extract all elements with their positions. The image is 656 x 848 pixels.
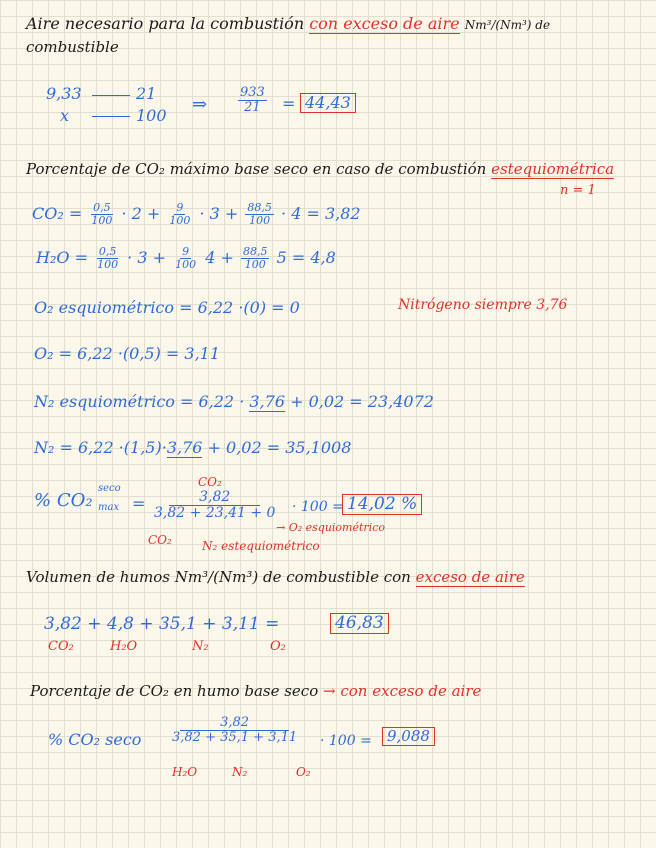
s3-label-h2o: H₂O bbox=[110, 639, 138, 654]
co2-max-top-label: CO₂ bbox=[198, 475, 222, 489]
co2-max-fraction: $\frac{3,82}{3,82 + 23,41 + 0}$ bbox=[154, 489, 276, 522]
s4-label-o2: O₂ bbox=[296, 765, 311, 779]
co2-max-sup: seco bbox=[98, 483, 121, 494]
co2-max-sub: max bbox=[98, 502, 120, 513]
n2-equation: N₂ = 6,22 ·(1,5)·3,76 + 0,02 = 35,1008 bbox=[34, 438, 352, 457]
s1-rule-right-2: 100 bbox=[136, 106, 167, 125]
n2-stoich-equation: N₂ esquiométrico = 6,22 · 3,76 + 0,02 = 23,4072 bbox=[34, 392, 434, 411]
s4-result-box: 9,088 bbox=[382, 727, 435, 746]
s1-fraction: $\frac{933}{21}$ bbox=[240, 85, 265, 116]
o2-equation: O₂ = 6,22 ·(0,5) = 3,11 bbox=[34, 344, 221, 363]
s4-title: Porcentaje de CO₂ en humo base seco → con exceso de aire bbox=[30, 682, 482, 700]
s1-title: Aire necesario para la combustión con exceso de aire Nm³/(Nm³) de bbox=[26, 14, 551, 33]
s3-label-n2: N₂ bbox=[192, 639, 209, 654]
s4-fraction: $\frac{3,82}{3,82 + 35,1 + 3,11}$ bbox=[172, 715, 298, 746]
s3-title: Volumen de humos Nm³/(Nm³) de combustible con exceso de aire bbox=[26, 568, 525, 586]
s4-label-h2o: H₂O bbox=[172, 765, 198, 779]
s1-title-line2: combustible bbox=[26, 38, 119, 56]
s1-rule-line-1 bbox=[92, 95, 130, 96]
h2o-equation: H₂O = $\frac{0,5}{100}$ · 3 + $\frac{9}{100}$ 4 + $\frac{88,5}{100}$ 5 = 4,8 bbox=[36, 245, 336, 272]
o2-stoich-equation: O₂ esquiométrico = 6,22 ·(0) = 0 bbox=[34, 298, 300, 317]
nitrogen-note: Nitrógeno siempre 3,76 bbox=[398, 297, 568, 313]
s3-label-co2: CO₂ bbox=[48, 639, 74, 654]
s4-tail: · 100 = bbox=[320, 733, 372, 749]
s1-rule-right-1: 21 bbox=[136, 84, 157, 103]
s3-label-o2: O₂ bbox=[270, 639, 286, 654]
s3-result-box: 46,83 bbox=[330, 613, 389, 634]
co2-max-label: % CO₂ bbox=[34, 490, 93, 511]
o2-stoich-note: → O₂ esquiométrico bbox=[276, 521, 385, 534]
co2-max-tail: · 100 = bbox=[292, 499, 344, 515]
s2-title: Porcentaje de CO₂ máximo base seco en caso de combustión estequiométrica bbox=[26, 160, 615, 178]
co2-equation: CO₂ = $\frac{0,5}{100}$ · 2 + $\frac{9}{100}$ · 3 + $\frac{88,5}{100}$ · 4 = 3,82 bbox=[32, 201, 361, 228]
co2-max-equals: = bbox=[132, 494, 146, 513]
s1-rule-line-2 bbox=[92, 116, 130, 117]
co2-max-result-box: 14,02 % bbox=[342, 494, 422, 515]
s1-result-box: 44,43 bbox=[300, 93, 356, 113]
s1-implies-arrow: ⇒ bbox=[192, 94, 208, 115]
n2-stoich-note: N₂ estequiométrico bbox=[202, 539, 320, 553]
s1-equals: = bbox=[282, 94, 296, 113]
s2-n-note: n = 1 bbox=[560, 183, 596, 198]
s1-rule-left-1: 9,33 bbox=[46, 84, 82, 103]
s1-rule-left-2: x bbox=[60, 106, 70, 125]
co2-denominator-label: CO₂ bbox=[148, 533, 172, 547]
s4-label-n2: N₂ bbox=[232, 765, 248, 779]
s4-label: % CO₂ seco bbox=[48, 730, 142, 749]
s3-sum: 3,82 + 4,8 + 35,1 + 3,11 = bbox=[44, 614, 280, 634]
